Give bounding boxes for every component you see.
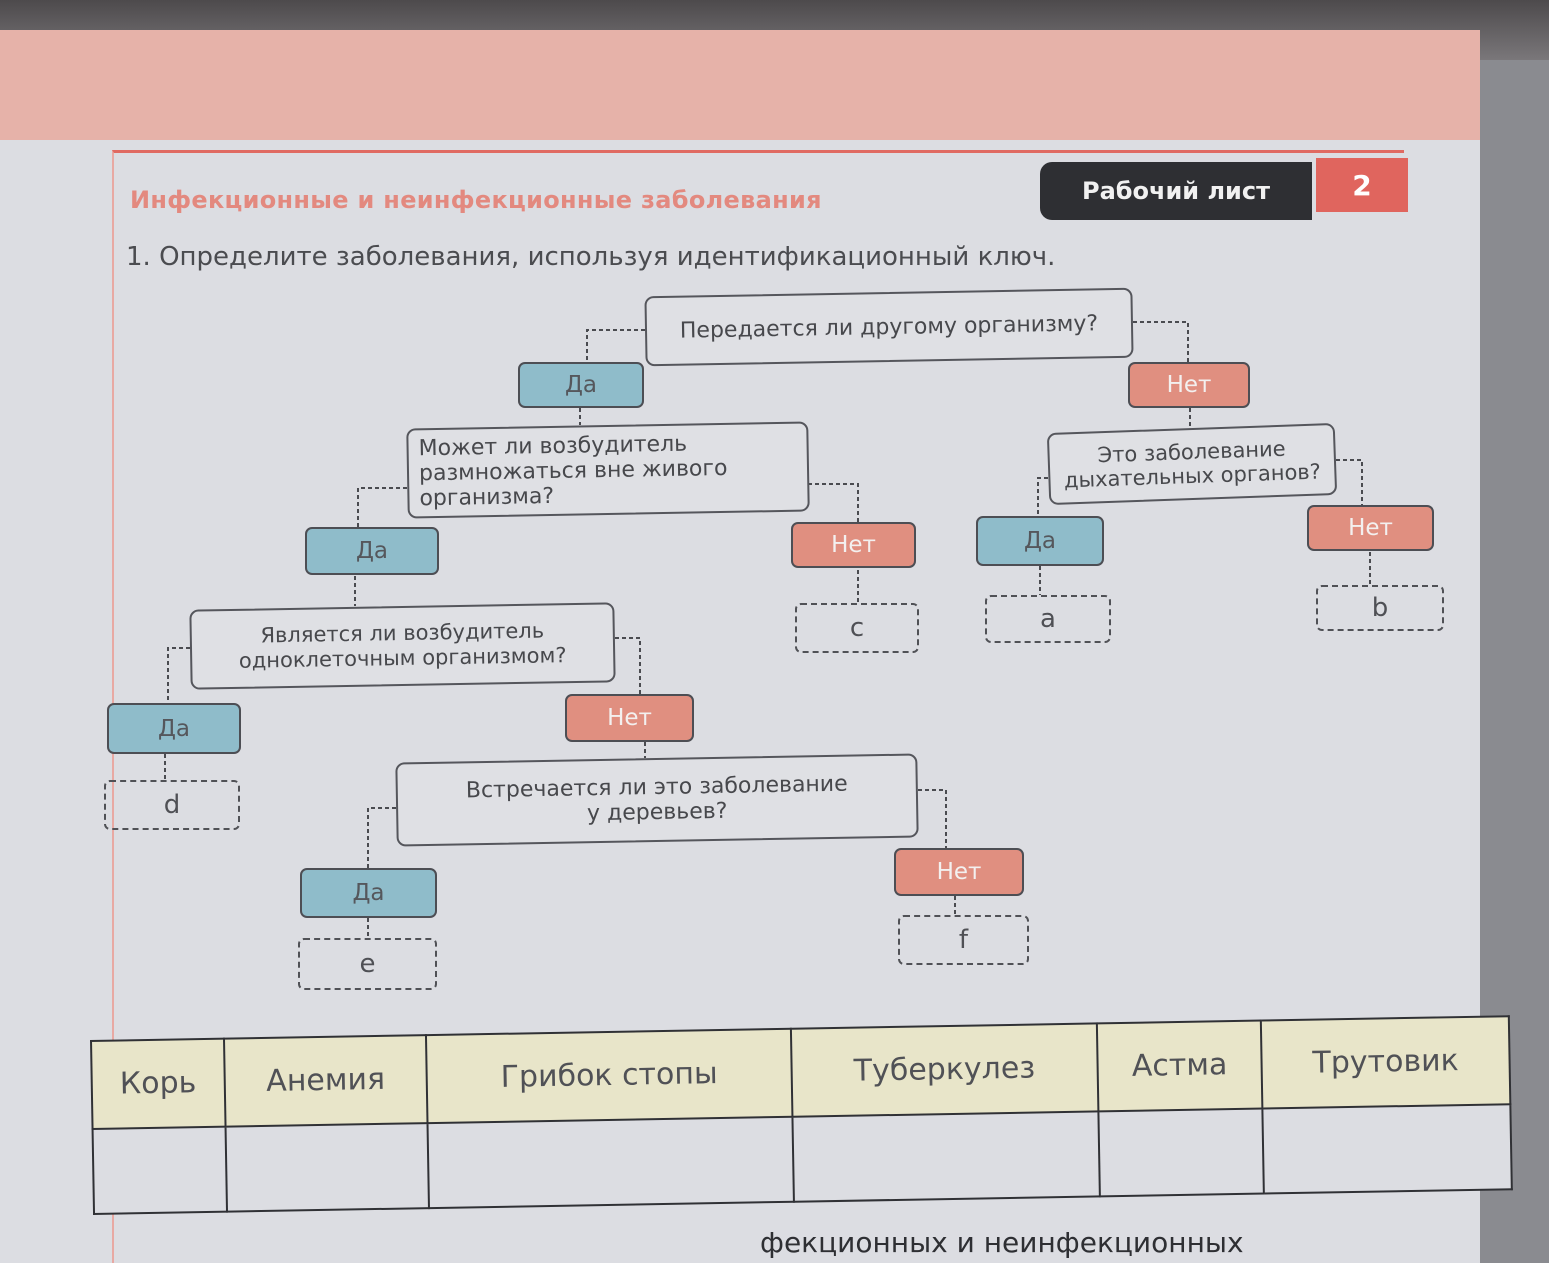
no-label-q1: Нет: [1128, 362, 1250, 408]
worksheet-topic-title: Инфекционные и неинфекционные заболевания: [130, 186, 822, 214]
answer-slot-e: e: [298, 938, 437, 990]
answer-cell[interactable]: [428, 1116, 794, 1208]
table-header-cell: Анемия: [224, 1035, 428, 1126]
answer-slot-c: c: [795, 603, 919, 653]
question-reproduce-outside: Может ли возбудитель размножаться вне живого организма?: [406, 421, 810, 518]
question-respiratory: Это заболевание дыхательных органов?: [1047, 423, 1337, 505]
yes-label-q5: Да: [300, 868, 437, 918]
answer-cell[interactable]: [1098, 1108, 1264, 1196]
no-label-q2: Нет: [791, 522, 916, 568]
yes-label-q1: Да: [518, 362, 644, 408]
answer-cell[interactable]: [1262, 1104, 1511, 1194]
no-label-q4: Нет: [565, 694, 694, 742]
question-trees: Встречается ли это заболевание у деревьев?: [395, 753, 918, 846]
table-header-cell: Трутовик: [1261, 1016, 1510, 1108]
table-header-cell: Туберкулез: [791, 1023, 1099, 1116]
no-label-q5: Нет: [894, 848, 1024, 896]
table-header-cell: Грибок стопы: [426, 1029, 792, 1123]
no-label-q3: Нет: [1307, 505, 1434, 551]
next-section-heading-fragment: фекционных и неинфекционных: [760, 1226, 1244, 1259]
page-number: 2: [1316, 158, 1408, 212]
worksheet-badge: Рабочий лист: [1040, 162, 1312, 220]
table-header-cell: Астма: [1097, 1021, 1263, 1111]
table-header-cell: Корь: [91, 1039, 225, 1129]
answer-cell[interactable]: [792, 1111, 1100, 1202]
answer-table: [90, 1015, 1513, 1215]
answer-slot-f: f: [898, 915, 1029, 965]
answer-cell[interactable]: [225, 1123, 429, 1212]
yes-label-q4: Да: [107, 703, 241, 754]
question-unicellular: Является ли возбудитель одноклеточным организмом?: [189, 602, 615, 689]
answer-cell[interactable]: [93, 1126, 227, 1214]
answer-slot-a: a: [985, 595, 1111, 643]
answer-slot-b: b: [1316, 585, 1444, 631]
answer-slot-d: d: [104, 780, 240, 830]
yes-label-q2: Да: [305, 527, 439, 575]
question-transmitted: Передается ли другому организму?: [644, 288, 1133, 367]
task-instruction: 1. Определите заболевания, используя идентификационный ключ.: [126, 242, 1056, 272]
yes-label-q3: Да: [976, 516, 1104, 566]
